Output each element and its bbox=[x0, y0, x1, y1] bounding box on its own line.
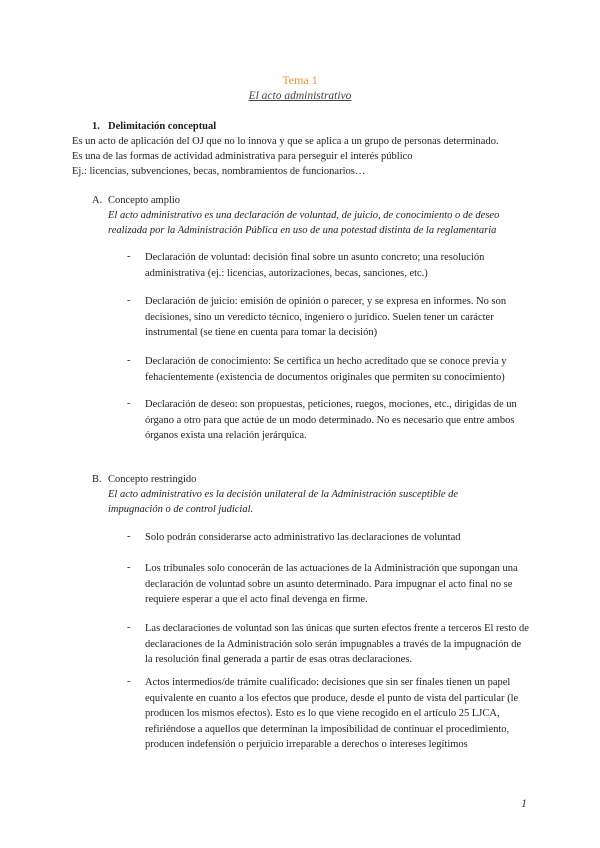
list-item: Solo podrán considerarse acto administrativo las declaraciones de voluntad bbox=[145, 532, 461, 543]
definition-line: El acto administrativo es la decisión unilateral de la Administración susceptible de bbox=[108, 489, 459, 500]
intro-line: Es una de las formas de actividad administrativa para perseguir el interés público bbox=[72, 151, 413, 162]
subsection-heading: Concepto restringido bbox=[108, 474, 197, 485]
list-item: Actos intermedios/de trámite cualificado: decisiones que sin ser finales tienen un papel equivalente en cuanto a los efectos que produce, desde el punto de vista del particular (le producen los mismos efectos). Esto es lo que viene recogido en el artículo 25 LJCA, refiriéndose a aquellos que determinan la imposibilidad de continuar el procedimiento, producen indefensión o perjuicio irreparable a derechos o intereses legítimos bbox=[145, 677, 519, 750]
bullet-dash: - bbox=[127, 251, 131, 262]
list-item: Declaración de juicio: emisión de opinión o parecer, y se expresa en informes. No son decisiones, sino un veredicto técnico, ingeniero o jurídico. Suelen tener un carácter instrumental (se tiene en cuenta para tomar la decisión) bbox=[145, 296, 507, 338]
section-number: 1. bbox=[92, 121, 100, 132]
bullet-dash: - bbox=[127, 398, 131, 409]
intro-line: Es un acto de aplicación del OJ que no lo innova y que se aplica a un grupo de personas determinado. bbox=[72, 136, 499, 147]
list-item: Los tribunales solo conocerán de las actuaciones de la Administración que supongan una declaración de voluntad sobre un asunto determinado. Para impugnar el acto final no se requiere esperar a que el acto final devenga en firme. bbox=[145, 563, 518, 605]
definition-line: impugnación o de control judicial. bbox=[108, 504, 254, 515]
subsection-letter: B. bbox=[92, 474, 102, 485]
list-item: Declaración de voluntad: decisión final sobre un asunto concreto; una resolución administrativa (ej.: licencias, autorizaciones, becas, sanciones, etc.) bbox=[145, 252, 485, 279]
document-title: Tema 1 bbox=[282, 73, 318, 87]
list-item: Declaración de deseo: son propuestas, peticiones, ruegos, mociones, etc., dirigidas de un órgano a otro para que actúe de un modo determinado. No es necesario que entre ambos órganos exista una relación jerárquica. bbox=[145, 399, 517, 441]
document-subtitle: El acto administrativo bbox=[248, 90, 352, 102]
list-item: Declaración de conocimiento: Se certifica un hecho acreditado que se conoce previa y fehacientemente (existencia de documentos originales que permiten su conocimiento) bbox=[145, 356, 507, 383]
subsection-heading: Concepto amplio bbox=[108, 195, 181, 206]
definition-line: El acto administrativo es una declaración de voluntad, de juicio, de conocimiento o de deseo bbox=[108, 210, 500, 221]
bullet-dash: - bbox=[127, 622, 131, 633]
bullet-dash: - bbox=[127, 562, 131, 573]
definition-line: realizada por la Administración Pública en uso de una potestad distinta de la reglamentaria bbox=[108, 225, 497, 236]
section-heading: Delimitación conceptual bbox=[108, 121, 217, 132]
bullet-dash: - bbox=[127, 355, 131, 366]
bullet-dash: - bbox=[127, 676, 131, 687]
bullet-dash: - bbox=[127, 295, 131, 306]
page-number: 1 bbox=[521, 796, 527, 810]
bullet-dash: - bbox=[127, 531, 131, 542]
intro-line: Ej.: licencias, subvenciones, becas, nombramientos de funcionarios… bbox=[72, 166, 366, 177]
subsection-letter: A. bbox=[92, 195, 103, 206]
list-item: Las declaraciones de voluntad son las únicas que surten efectos frente a terceros El resto de declaraciones de la Administración solo serán impugnables a través de la impugnación de la resolución final generada a partir de esas otras declaraciones. bbox=[145, 623, 529, 665]
